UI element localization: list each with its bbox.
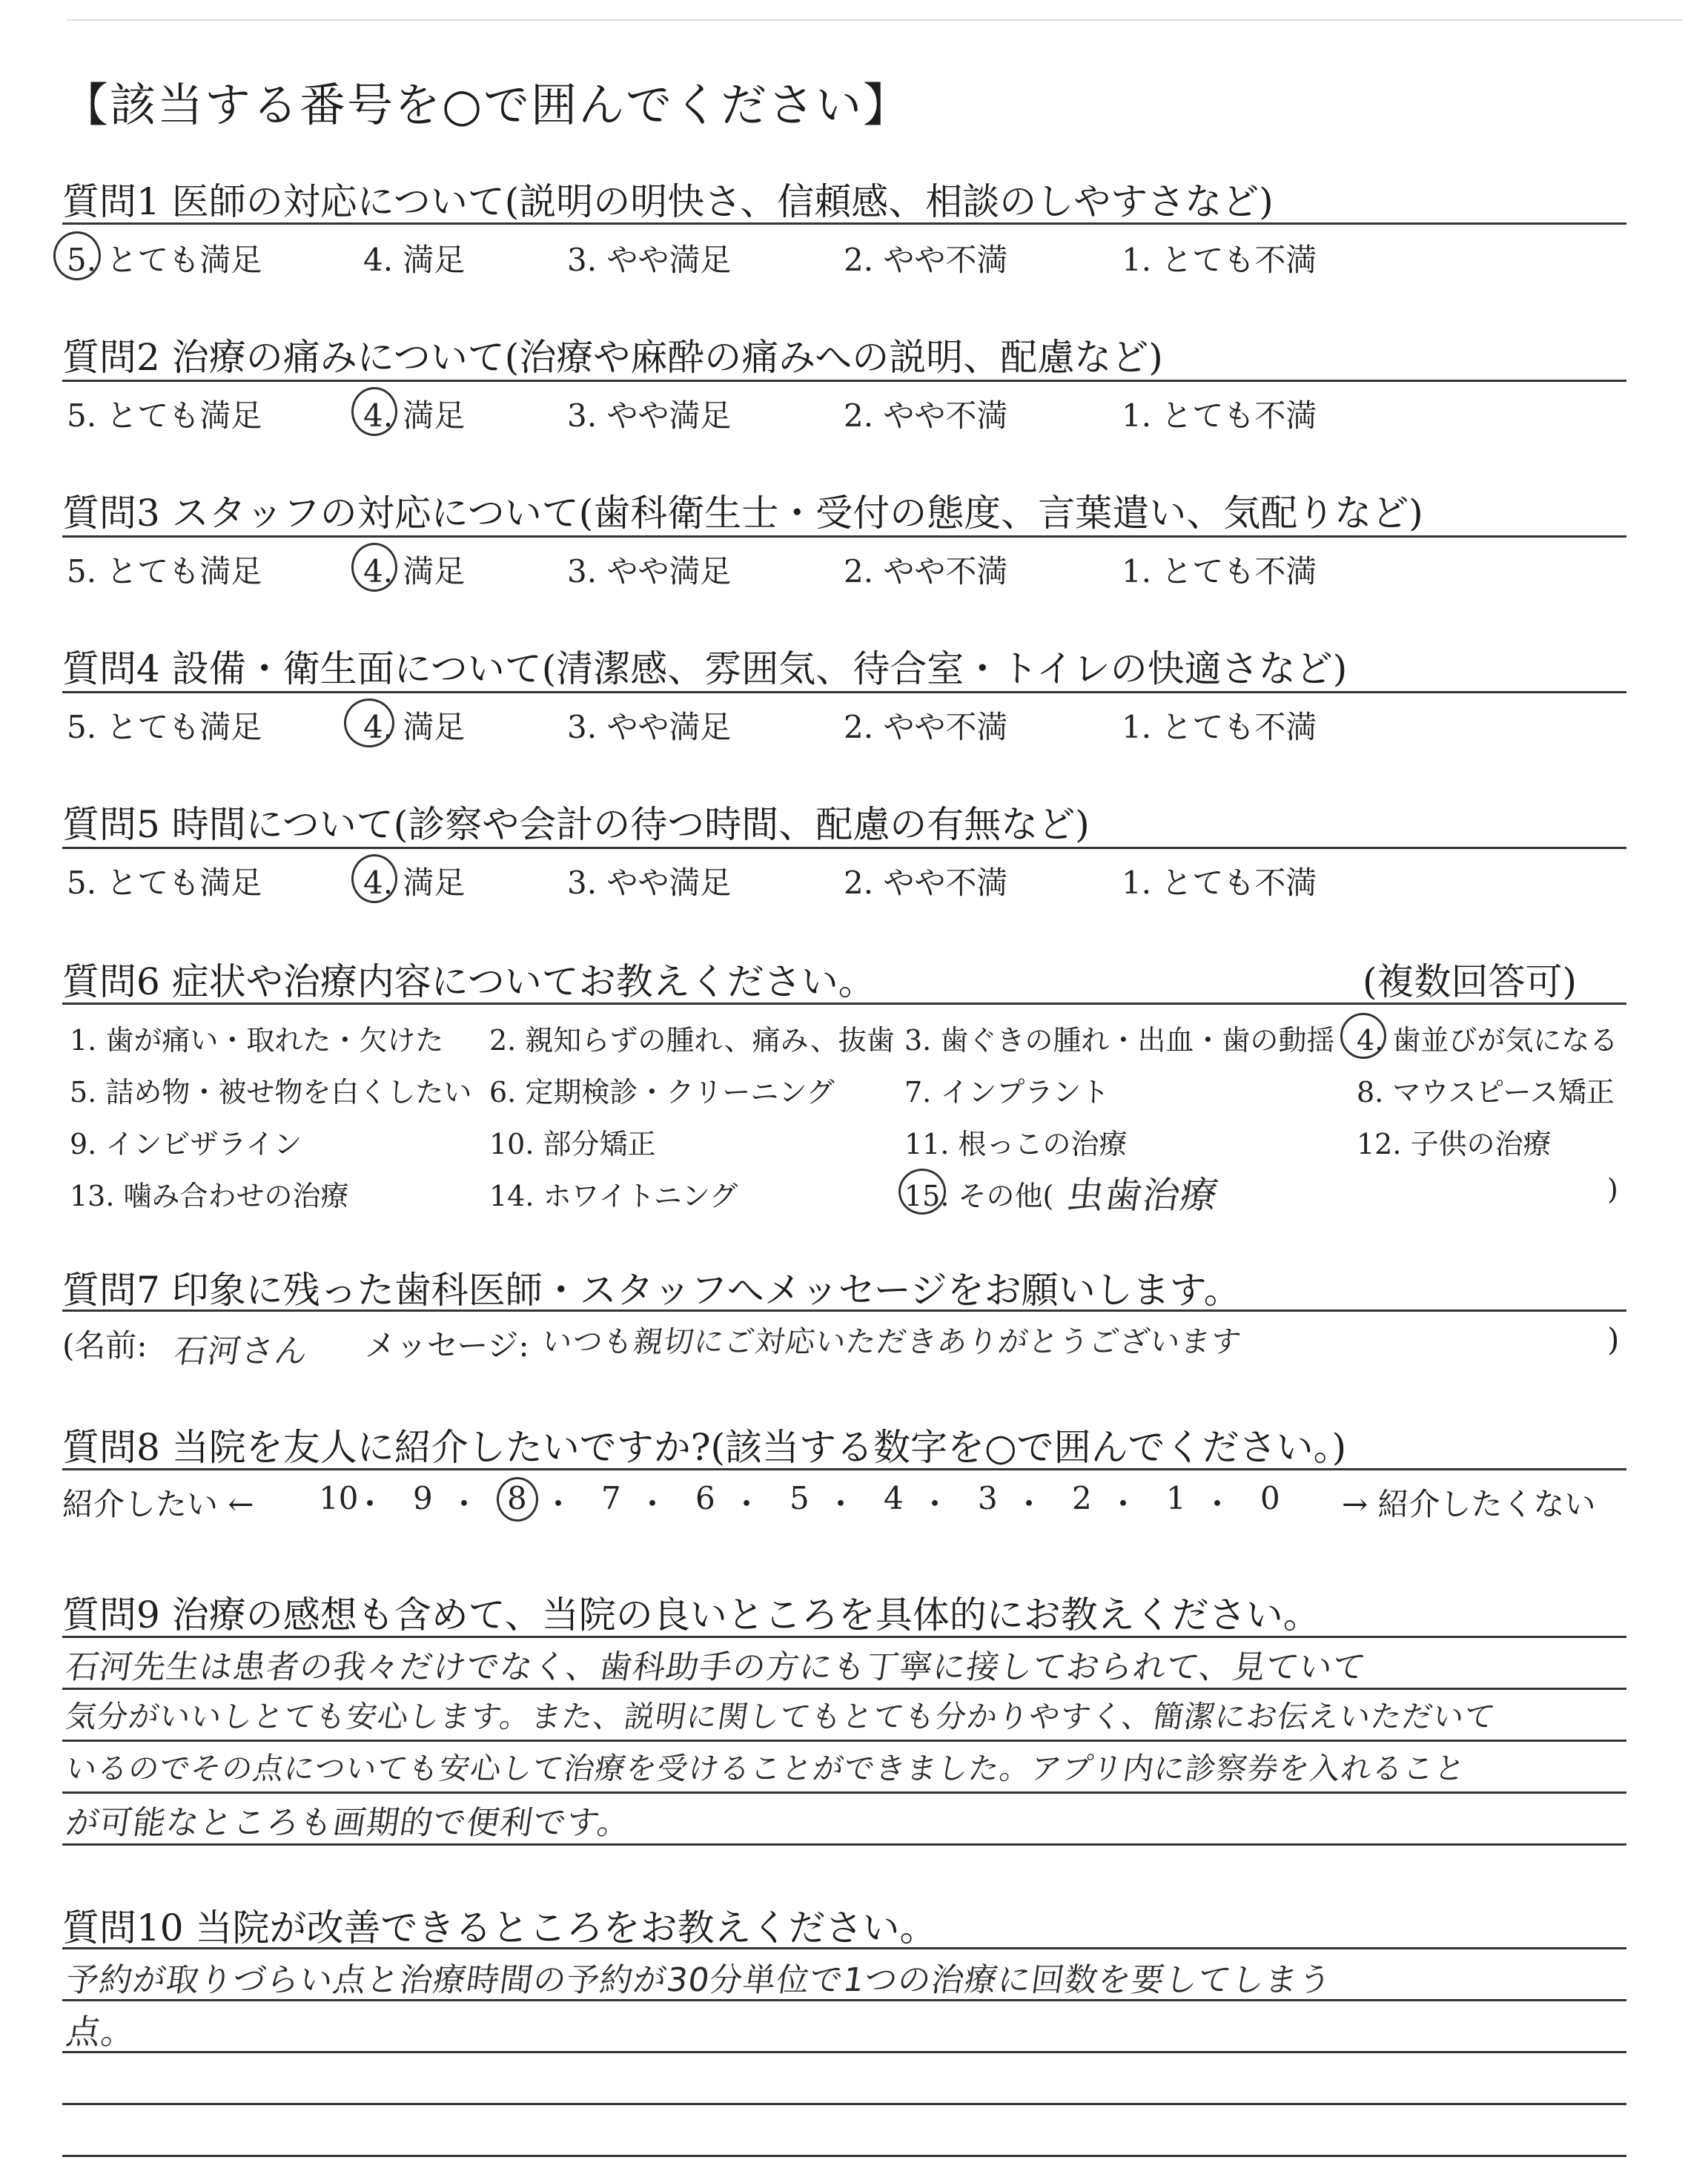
question-6-note: (複数回答可) xyxy=(1363,960,1578,1003)
q7-message-handwritten[interactable]: いつも親切にご対応いただきありがとうございます xyxy=(540,1325,1244,1359)
q10-answer-line-2[interactable]: 点。 xyxy=(63,2012,139,2052)
question-1-title: 質問1 医師の対応について(説明の明快さ、信頼感、相談のしやすさなど) xyxy=(62,180,1274,223)
q6-option-3[interactable]: 3. 歯ぐきの腫れ・出血・歯の動揺 xyxy=(904,1024,1335,1057)
q8-scale-dot: ・ xyxy=(1013,1486,1045,1522)
q3-option-1[interactable]: 1. とても不満 xyxy=(1122,553,1317,589)
question-7-title: 質問7 印象に残った歯科医師・スタッフへメッセージをお願いします。 xyxy=(62,1269,1241,1312)
q6-option-6[interactable]: 6. 定期検診・クリーニング xyxy=(489,1076,835,1109)
question-9-rule-1 xyxy=(62,1636,1626,1638)
q4-option-1[interactable]: 1. とても不満 xyxy=(1122,709,1317,745)
q2-selection-circle xyxy=(351,387,397,436)
q3-option-4[interactable]: 4. 満足 xyxy=(363,553,466,589)
q8-selection-circle xyxy=(497,1477,538,1522)
q6-option-8[interactable]: 8. マウスピース矯正 xyxy=(1357,1076,1615,1109)
q1-option-2[interactable]: 2. やや不満 xyxy=(844,242,1008,278)
question-9-rule-4 xyxy=(62,1791,1626,1794)
question-3-rule xyxy=(62,535,1626,538)
q8-scale-9[interactable]: 1 xyxy=(1166,1480,1186,1516)
q8-scale-4[interactable]: 6 xyxy=(695,1480,715,1516)
q8-scale-dot: ・ xyxy=(731,1486,763,1522)
q6-option-1[interactable]: 1. 歯が痛い・取れた・欠けた xyxy=(70,1024,444,1057)
q6-option-2[interactable]: 2. 親知らずの腫れ、痛み、抜歯 xyxy=(489,1024,895,1057)
q8-scale-1[interactable]: 9 xyxy=(413,1480,433,1516)
q8-scale-dot: ・ xyxy=(448,1486,480,1522)
q6-option-13[interactable]: 13. 噛み合わせの治療 xyxy=(70,1180,349,1212)
q3-option-3[interactable]: 3. やや満足 xyxy=(567,553,732,589)
question-6-title: 質問6 症状や治療内容についてお教えください。 xyxy=(62,960,875,1003)
q7-message-label: メッセージ: xyxy=(365,1327,529,1364)
page-header: 【該当する番号を○で囲んでください】 xyxy=(62,78,911,132)
q2-option-4[interactable]: 4. 満足 xyxy=(363,397,466,434)
q4-option-4[interactable]: 4. 満足 xyxy=(363,709,466,745)
q7-close-paren: ) xyxy=(1607,1321,1620,1358)
q6-option-10[interactable]: 10. 部分矯正 xyxy=(489,1128,656,1160)
q8-scale-0[interactable]: 10 xyxy=(319,1480,359,1516)
q8-scale-dot: ・ xyxy=(825,1486,857,1522)
q1-option-5[interactable]: 5. とても満足 xyxy=(67,242,262,278)
q8-left-label: 紹介したい ← xyxy=(62,1486,254,1522)
q2-option-5[interactable]: 5. とても満足 xyxy=(67,397,262,434)
q8-scale-dot: ・ xyxy=(543,1486,575,1522)
q6-option-4[interactable]: 4. 歯並びが気になる xyxy=(1357,1024,1618,1057)
q9-answer-line-3[interactable]: いるのでその点についても安心して治療を受けることができました。アプリ内に診察券を入れること xyxy=(64,1751,1469,1786)
q1-option-1[interactable]: 1. とても不満 xyxy=(1122,242,1317,278)
q9-answer-line-1[interactable]: 石河先生は患者の我々だけでなく、歯科助手の方にも丁寧に接しておられて、見ていて xyxy=(63,1648,1369,1686)
q5-option-2[interactable]: 2. やや不満 xyxy=(844,865,1008,901)
question-9-rule-2 xyxy=(62,1688,1626,1690)
q6-option-14[interactable]: 14. ホワイトニング xyxy=(489,1180,738,1212)
q3-option-2[interactable]: 2. やや不満 xyxy=(844,553,1008,589)
q8-scale-5[interactable]: 5 xyxy=(790,1480,810,1516)
q8-scale-dot: ・ xyxy=(919,1486,951,1522)
question-5-title: 質問5 時間について(診察や会計の待つ時間、配慮の有無など) xyxy=(62,803,1090,846)
question-8-rule xyxy=(62,1468,1626,1470)
q10-answer-line-1[interactable]: 予約が取りづらい点と治療時間の予約が30分単位で1つの治療に回数を要してしまう xyxy=(63,1961,1334,1999)
q6-other-handwritten[interactable]: 虫歯治療 xyxy=(1064,1174,1222,1217)
question-5-rule xyxy=(62,847,1626,849)
question-10-rule-5 xyxy=(62,2155,1626,2157)
question-10-title: 質問10 当院が改善できるところをお教えください。 xyxy=(62,1906,937,1949)
question-10-rule-1 xyxy=(62,1947,1626,1949)
q5-option-5[interactable]: 5. とても満足 xyxy=(67,865,262,901)
question-10-rule-4 xyxy=(62,2103,1626,2105)
q6-option-7[interactable]: 7. インプラント xyxy=(904,1076,1110,1109)
question-1-rule xyxy=(62,222,1626,225)
question-9-rule-3 xyxy=(62,1740,1626,1742)
q8-scale-dot: ・ xyxy=(637,1486,669,1522)
q8-scale-2[interactable]: 8 xyxy=(507,1480,527,1516)
question-4-title: 質問4 設備・衛生面について(清潔感、雰囲気、待合室・トイレの快適さなど) xyxy=(62,647,1348,690)
q6-option-4-circle xyxy=(1340,1013,1386,1059)
q1-option-4[interactable]: 4. 満足 xyxy=(363,242,466,278)
q2-option-3[interactable]: 3. やや満足 xyxy=(567,397,732,434)
q6-other-close-paren: ) xyxy=(1607,1173,1618,1206)
q8-scale-3[interactable]: 7 xyxy=(601,1480,621,1516)
q8-scale-dot: ・ xyxy=(1108,1486,1139,1522)
q5-option-3[interactable]: 3. やや満足 xyxy=(567,865,732,901)
q8-scale-dot: ・ xyxy=(1202,1486,1234,1522)
question-2-rule xyxy=(62,380,1626,382)
q6-option-15-circle xyxy=(898,1169,946,1215)
q6-option-12[interactable]: 12. 子供の治療 xyxy=(1357,1128,1552,1160)
q7-name-label: (名前: xyxy=(62,1327,148,1364)
question-8-title: 質問8 当院を友人に紹介したいですか?(該当する数字を○で囲んでください。) xyxy=(62,1426,1347,1469)
q8-scale-6[interactable]: 4 xyxy=(884,1480,904,1516)
q4-selection-circle xyxy=(344,698,394,747)
q6-option-9[interactable]: 9. インビザライン xyxy=(70,1128,302,1160)
q4-option-3[interactable]: 3. やや満足 xyxy=(567,709,732,745)
question-7-rule xyxy=(62,1309,1626,1312)
question-3-title: 質問3 スタッフの対応について(歯科衛生士・受付の態度、言葉遣い、気配りなど) xyxy=(62,492,1423,535)
q5-selection-circle xyxy=(351,854,397,903)
q9-answer-line-4[interactable]: が可能なところも画期的で便利です。 xyxy=(63,1804,634,1842)
q1-option-3[interactable]: 3. やや満足 xyxy=(567,242,732,278)
question-9-title: 質問9 治療の感想も含めて、当院の良いところを具体的にお教えください。 xyxy=(62,1593,1320,1636)
q6-option-15[interactable]: 15. その他( xyxy=(904,1180,1054,1212)
question-2-title: 質問2 治療の痛みについて(治療や麻酔の痛みへの説明、配慮など) xyxy=(62,336,1163,379)
q5-option-1[interactable]: 1. とても不満 xyxy=(1122,865,1317,901)
q8-scale-10[interactable]: 0 xyxy=(1260,1480,1280,1516)
q6-option-5[interactable]: 5. 詰め物・被せ物を白くしたい xyxy=(70,1076,472,1109)
q4-option-5[interactable]: 5. とても満足 xyxy=(67,709,262,745)
question-4-rule xyxy=(62,691,1626,693)
q9-answer-line-2[interactable]: 気分がいいしとても安心します。また、説明に関してもとても分かりやすく、簡潔にお伝えいただいて xyxy=(64,1699,1498,1734)
q2-option-1[interactable]: 1. とても不満 xyxy=(1122,397,1317,434)
q3-selection-circle xyxy=(351,543,397,592)
q8-right-label: → 紹介したくない xyxy=(1342,1486,1596,1522)
q5-option-4[interactable]: 4. 満足 xyxy=(363,865,466,901)
top-edge-line xyxy=(67,19,1683,21)
q8-scale-8[interactable]: 2 xyxy=(1072,1480,1092,1516)
question-10-rule-3 xyxy=(62,2051,1626,2053)
question-6-rule xyxy=(62,1003,1626,1005)
q8-scale-7[interactable]: 3 xyxy=(978,1480,998,1516)
q2-option-2[interactable]: 2. やや不満 xyxy=(844,397,1008,434)
q1-selection-circle xyxy=(53,231,101,280)
q6-option-11[interactable]: 11. 根っこの治療 xyxy=(904,1128,1128,1160)
q4-option-2[interactable]: 2. やや不満 xyxy=(844,709,1008,745)
question-9-rule-5 xyxy=(62,1843,1626,1846)
q3-option-5[interactable]: 5. とても満足 xyxy=(67,553,262,589)
q7-name-handwritten[interactable]: 石河さん xyxy=(171,1332,311,1370)
q8-scale-dot: ・ xyxy=(354,1486,386,1522)
